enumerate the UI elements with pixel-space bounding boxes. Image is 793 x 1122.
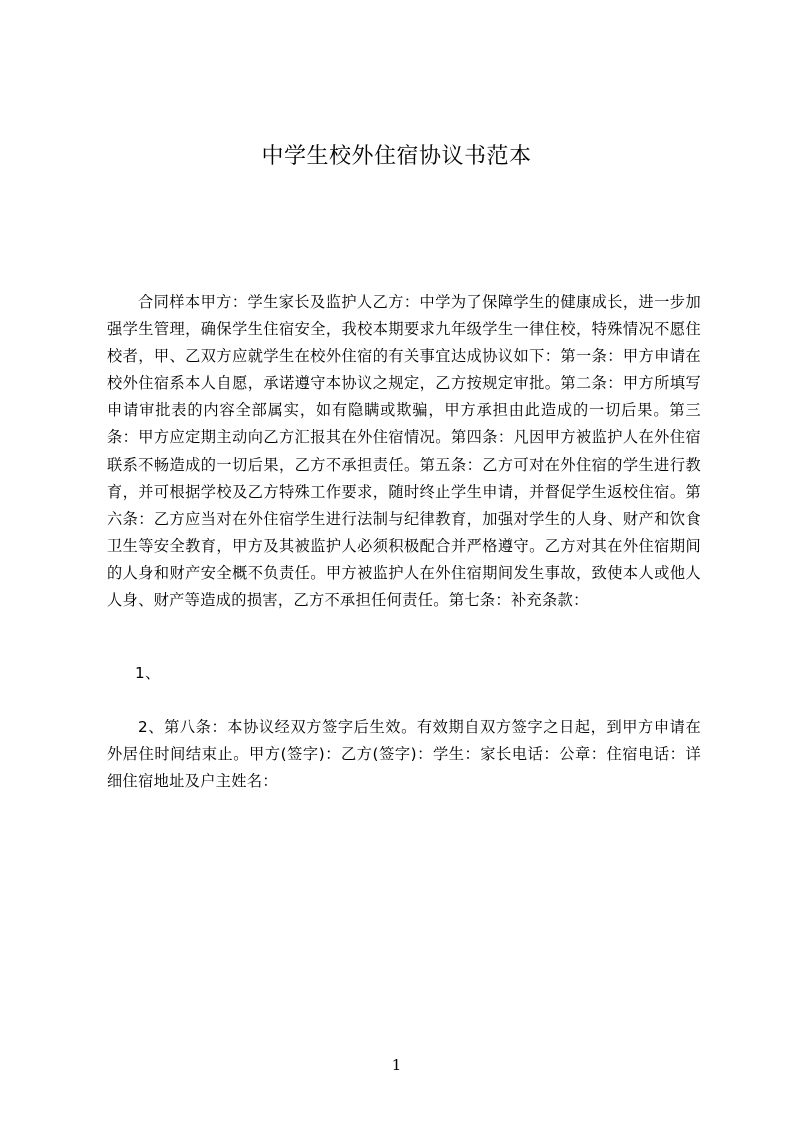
effective-clause-paragraph: 2、第八条：本协议经双方签字后生效。有效期自双方签字之日起，到甲方申请在外居住时间结束止。甲方(签字)：乙方(签字)：学生：家长电话：公章：住宿电话：详细住宿地址及户主姓名：	[107, 718, 701, 791]
supplementary-clause-item-1: 1、	[135, 664, 161, 682]
agreement-body-paragraph: 合同样本甲方：学生家长及监护人乙方：中学为了保障学生的健康成长，进一步加强学生管理，确保学生住宿安全，我校本期要求九年级学生一律住校，特殊情况不愿住校者，甲、乙双方应就学生在校外住宿的有关事宜达成协议如下：第一条：甲方申请在校外住宿系本人自愿，承诺遵守本协议之规定，乙方按规定审批。第二条：甲方所填写申请审批表的内容全部属实，如有隐瞒或欺骗，甲方承担由此造成的一切后果。第三条：甲方应定期主动向乙方汇报其在外住宿情况。第四条：凡因甲方被监护人在外住宿联系不畅造成的一切后果，乙方不承担责任。第五条：乙方可对在外住宿的学生进行教育，并可根据学校及乙方特殊工作要求，随时终止学生申请，并督促学生返校住宿。第六条：乙方应当对在外住宿学生进行法制与纪律教育，加强对学生的人身、财产和饮食卫生等安全教育，甲方及其被监护人必须积极配合并严格遵守。乙方对其在外住宿期间的人身和财产安全概不负责任。甲方被监护人在外住宿期间发生事故，致使本人或他人人身、财产等造成的损害，乙方不承担任何责任。第七条：补充条款：	[107, 293, 701, 610]
document-title: 中学生校外住宿协议书范本	[261, 144, 532, 169]
page-number: 1	[391, 1056, 402, 1074]
